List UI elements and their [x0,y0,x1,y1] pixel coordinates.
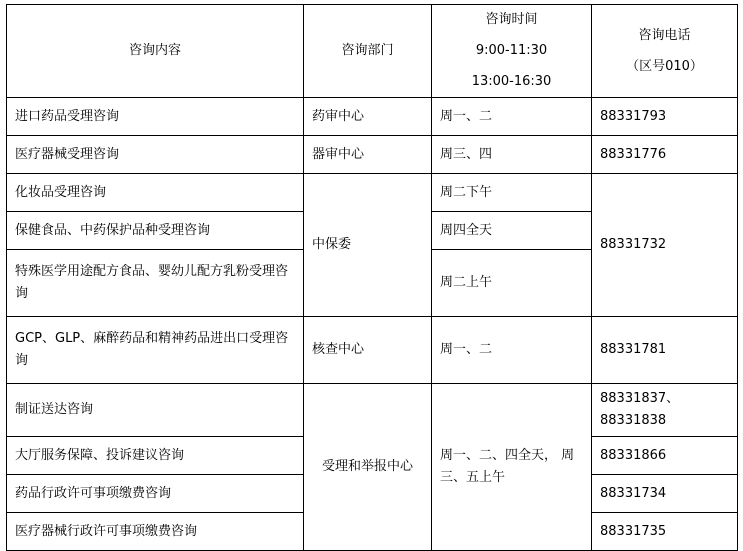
cell-content: 进口药品受理咨询 [7,98,304,136]
header-phone-areacode: （区号010） [626,58,703,74]
cell-content: 化妆品受理咨询 [7,174,304,212]
cell-content: 制证送达咨询 [7,384,304,437]
cell-content: 医疗器械受理咨询 [7,136,304,174]
header-content [7,5,304,98]
cell-phone: 88331866 [592,437,738,475]
cell-content: 保健食品、中药保护品种受理咨询 [7,212,304,250]
header-time-morning: 9:00-11:30 [475,43,548,59]
table-row [7,384,738,437]
table-row [7,317,738,384]
table-row [7,136,738,174]
cell-department: 药审中心 [304,98,432,136]
header-phone-title: 咨询电话 [638,27,691,43]
table-body [7,98,738,551]
table-row [7,174,738,212]
cell-phone: 88331734 [592,475,738,513]
table-header-row [7,5,738,98]
cell-phone: 88331837、88331838 [592,384,738,437]
header-time [432,5,592,98]
cell-time [432,384,592,551]
cell-time: 周四全天 [432,212,592,250]
cell-time-line-1: 周一、二、四全天， [440,448,558,464]
cell-phone: 88331732 [592,174,738,317]
header-department-label: 咨询部门 [341,43,394,59]
header-phone [592,5,738,98]
cell-time: 周二下午 [432,174,592,212]
cell-department: 中保委 [304,174,432,317]
cell-content: 药品行政许可事项缴费咨询 [7,475,304,513]
header-time-afternoon: 13:00-16:30 [471,74,552,90]
header-department [304,5,432,98]
table-row [7,98,738,136]
cell-department: 受理和举报中心 [304,384,432,551]
cell-content: 特殊医学用途配方食品、婴幼儿配方乳粉受理咨询 [7,250,304,317]
cell-time: 周一、二 [432,98,592,136]
cell-phone: 88331793 [592,98,738,136]
cell-phone: 88331781 [592,317,738,384]
cell-time: 周一、二 [432,317,592,384]
header-content-label: 咨询内容 [128,43,181,59]
cell-phone: 88331735 [592,513,738,551]
cell-content: GCP、GLP、麻醉药品和精神药品进出口受理咨询 [7,317,304,384]
cell-department: 器审中心 [304,136,432,174]
table-header [7,5,738,98]
header-time-title: 咨询时间 [485,12,538,27]
cell-time: 周三、四 [432,136,592,174]
cell-time-line-2: 周三、五上午 [440,448,575,486]
cell-content: 医疗器械行政许可事项缴费咨询 [7,513,304,551]
cell-phone: 88331776 [592,136,738,174]
cell-content: 大厅服务保障、投诉建议咨询 [7,437,304,475]
consultation-table [6,4,738,551]
cell-time: 周二上午 [432,250,592,317]
cell-department: 核查中心 [304,317,432,384]
